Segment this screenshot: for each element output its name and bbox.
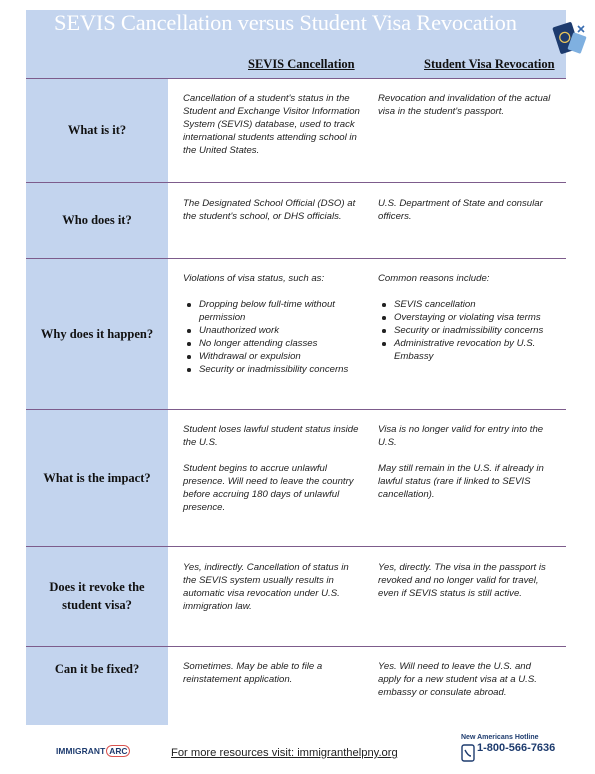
cell-visa: [378, 423, 556, 501]
column-header-visa: Student Visa Revocation: [424, 57, 555, 71]
logo-arc: ARC: [106, 745, 130, 757]
cell-text: Yes. Will need to leave the U.S. and apply for a new student visa at a U.S. embassy or consulate abroad.: [378, 661, 537, 698]
cell-visa: [378, 561, 556, 600]
cell-sevis: [183, 561, 361, 613]
immigrant-arc-logo: [56, 742, 131, 760]
row-label: Does it revoke the student visa?: [49, 580, 145, 612]
cell-sevis: [183, 197, 361, 223]
cell-sevis: [183, 423, 361, 514]
list-item: Security or inadmissibility concerns: [183, 363, 361, 376]
cell-visa: [378, 660, 556, 699]
row-label: What is the impact?: [43, 470, 151, 485]
cell-visa: [378, 197, 556, 223]
reason-list: [378, 298, 556, 363]
reason-list: [183, 298, 361, 376]
cell-text: Yes, indirectly. Cancellation of status in the SEVIS system usually results in automatic visa revocation under U.S. immigration law.: [183, 562, 349, 612]
cell-sevis: [183, 660, 361, 686]
page-title: SEVIS Cancellation versus Student Visa Revocation: [54, 10, 517, 35]
logo-text: IMMIGRANT: [56, 746, 106, 756]
cell-visa: [378, 92, 556, 118]
list-item: Administrative revocation by U.S. Embassy: [378, 337, 556, 363]
list-item: Withdrawal or expulsion: [183, 350, 361, 363]
header-band: [26, 10, 566, 78]
cell-text: Student loses lawful student status inside the U.S.: [183, 424, 359, 448]
hotline-block: [461, 734, 595, 770]
cell-text: Violations of visa status, such as:: [183, 273, 325, 284]
row-label: Can it be fixed?: [54, 662, 140, 676]
cell-text: The Designated School Official (DSO) at the student's school, or DHS officials.: [183, 198, 356, 222]
cell-text: Student begins to accrue unlawful presence. Will need to leave the country before accruing 180 days of unlawful presence.: [183, 463, 354, 513]
row-label: Who does it?: [62, 213, 132, 227]
list-item: Security or inadmissibility concerns: [378, 324, 556, 337]
cell-text: Yes, directly. The visa in the passport is revoked and no longer valid for travel, even if SEVIS status is still active.: [378, 562, 546, 599]
list-item: SEVIS cancellation: [378, 298, 556, 311]
cell-text: Common reasons include:: [378, 273, 490, 284]
cell-sevis: [183, 92, 361, 157]
phone-icon: [461, 744, 475, 762]
list-item: Dropping below full-time without permission: [183, 298, 361, 324]
resources-link[interactable]: For more resources visit: immigranthelpny.org: [171, 747, 398, 759]
hotline-title: New Americans Hotline: [461, 734, 539, 741]
list-item: Overstaying or violating visa terms: [378, 311, 556, 324]
passport-icon: [550, 22, 590, 58]
list-item: No longer attending classes: [183, 337, 361, 350]
row-label: What is it?: [67, 123, 127, 137]
cell-visa: [378, 272, 556, 363]
cell-text: Sometimes. May be able to file a reinstatement application.: [183, 661, 323, 685]
column-header-sevis: SEVIS Cancellation: [248, 57, 355, 71]
list-item: Unauthorized work: [183, 324, 361, 337]
hotline-number[interactable]: 1-800-566-7636: [477, 742, 556, 754]
cell-text: Revocation and invalidation of the actual visa in the student's passport.: [378, 93, 551, 117]
cell-text: Cancellation of a student's status in the Student and Exchange Visitor Information System (SEVIS) database, used to track international students attending school in the United States.: [183, 93, 360, 156]
cell-text: U.S. Department of State and consular officers.: [378, 198, 543, 222]
cell-sevis: [183, 272, 361, 376]
row-label: Why does it happen?: [40, 326, 154, 341]
cell-text: May still remain in the U.S. if already in lawful status (rare if linked to SEVIS cancellation).: [378, 463, 544, 500]
cell-text: Visa is no longer valid for entry into the U.S.: [378, 424, 544, 448]
